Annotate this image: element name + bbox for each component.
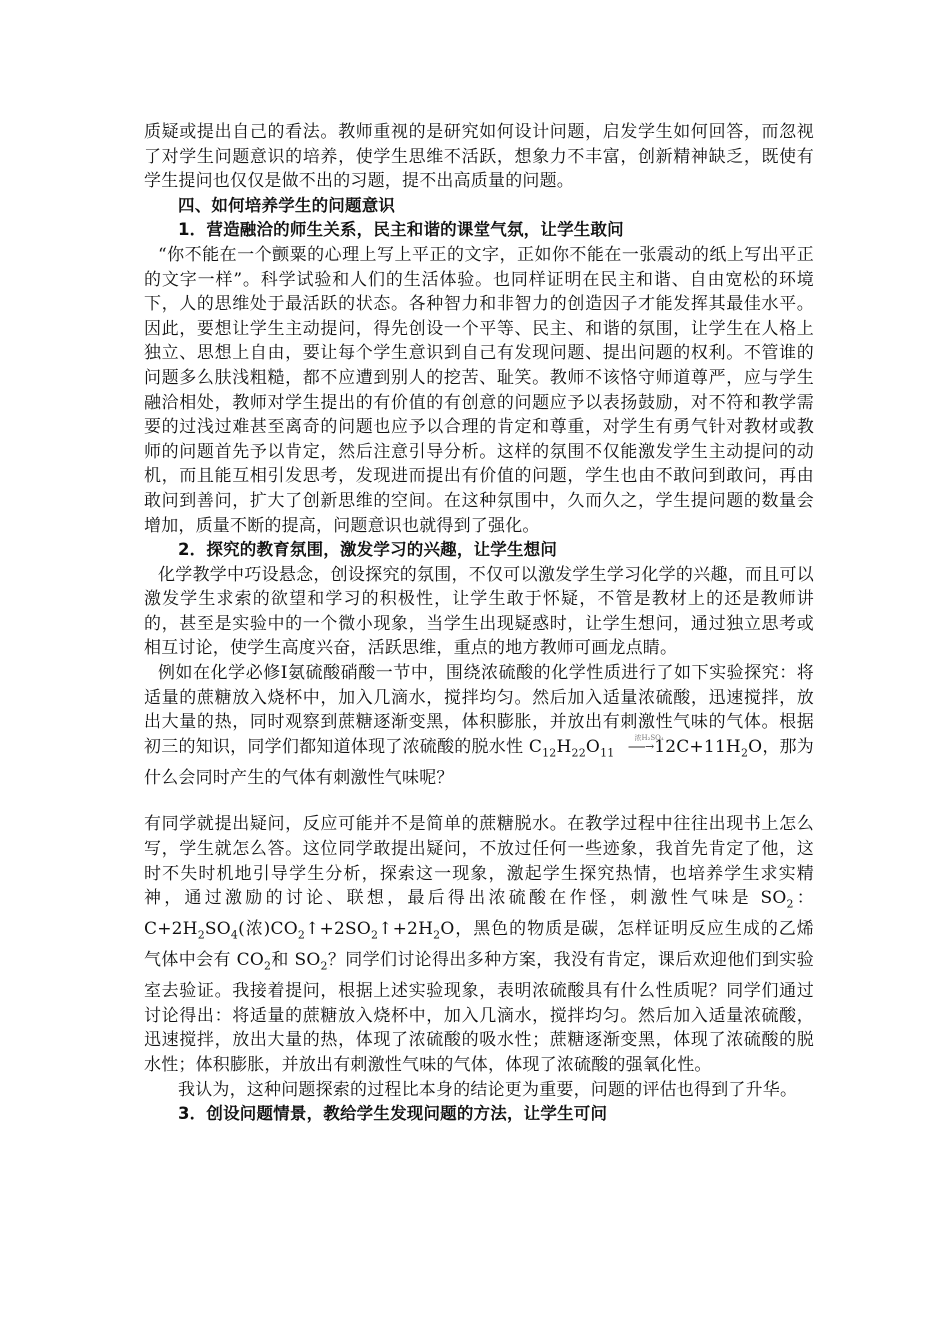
document-body [144, 120, 814, 1127]
reaction-condition: 浓H₂SO₄ [634, 734, 664, 743]
paragraph-text: O，那为什么会同时产生的气体有刺激性气味呢？ [144, 736, 814, 788]
reaction-arrow: 浓H₂SO₄ ⎯⎯⎯→ [614, 735, 654, 760]
paragraph-text: 和 SO [271, 950, 321, 971]
formula-text: ：C+2H [144, 888, 814, 940]
subsection-heading-1: 1．营造融洽的师生关系，民主和谐的课堂气氛，让学生敢问 [178, 220, 624, 240]
subsection-heading-3: 3．创设问题情景，教给学生发现问题的方法，让学生可问 [178, 1104, 608, 1124]
formula-text: (浓) [238, 919, 271, 940]
formula-text: ↑+2SO [305, 919, 371, 940]
formula-text: CO [270, 919, 298, 940]
paragraph-with-formula: 有同学就提出疑问，反应可能并不是简单的蔗糖脱水。在教学过程中往往出现书上怎么写，学生就怎么答。这位同学敢提出疑问，不放过任何一些迹象，我首先肯定了他，这时不失时机地引导学生分析，探索这一现象，激起学生探究热情，也培养学生求实精神，通过激励的讨论、联想，最后得出浓硫酸在作怪，刺激性气味是 $SO_2$：$C+2H_2SO_4$(浓)$CO_2↑+2SO_2↑+2H_2O$，黑色的物质是碳，怎样证明反应生成的乙烯气体中会有 $CO_2$和 $SO_2$？同学们讨论得出多种方案，我没有肯定，课后欢迎他们到实验室去验证。我接着提问，根据上述实验现象，表明浓硫酸具有什么性质呢？同学们通过讨论得出：将适量的蔗糖放入烧杯中，加入几滴水，搅拌均匀。然后加入适量浓硫酸，迅速搅拌，放出大量的热，体现了浓硫酸的吸水性；蔗糖逐渐变黑，体现了浓硫酸的脱水性；体积膨胀，并放出有刺激性气味的气体，体现了浓硫酸的强氧化性。 [144, 814, 814, 1075]
subsection-heading-2: 2．探究的教育氛围，激发学习的兴趣，让学生想问 [178, 540, 558, 560]
formula-sucrose: $C_{12}H_{22}O_{11}$ [528, 736, 615, 760]
subscript: 2 [740, 746, 749, 760]
paragraph: “你不能在一个颤粟的心理上写上平正的文字，正如你不能在一张震动的纸上写出平正的文字一样”。科学试验和人们的生活体验。也同样证明在民主和谐、自由宽松的环境下，人的思维处于最活跃的状态。各种智力和非智力的创造因子才能发挥其最佳水平。因此，要想让学生主动提问，得先创设一个平等、民主、和谐的氛围，让学生在人格上独立、思想上自由，要让每个学生意识到自己有发现问题、提出问题的权利。不管谁的问题多么肤浅粗糙，都不应遭到别人的挖苦、耻笑。教师不该恪守师道尊严，应与学生融洽相处，教师对学生提出的有价值的有创意的问题应予以表扬鼓励，对不符和教学需要的过浅过难甚至离奇的问题也应予以合理的肯定和尊重，对学生有勇气针对教材或教师的问题首先予以肯定，然后注意引导分析。这样的氛围不仅能激发学生主动提问的动机，而且能互相引发思考，发现进而提出有价值的问题，学生也由不敢问到敢问，再由敢问到善问，扩大了创新思维的空间。在这种氛围中，久而久之，学生提问题的数量会增加，质量不断的提高，问题意识也就得到了强化。 [144, 244, 814, 536]
formula-products: 12C+11H [654, 736, 741, 757]
paragraph-text: 例如在化学必修Ⅰ氨硫酸硝酸一节中，围绕浓硫酸的化学性质进行了如下实验探究：将适量的蔗糖放入烧杯中，加入几滴水，搅拌均匀。然后加入适量浓硫酸，迅速搅拌，放出大量的热，同时观察到蔗糖逐渐变黑，体积膨胀，并放出有刺激性气味的气体。根据初三的知识，同学们都知道体现了浓硫酸的脱水性 [144, 663, 814, 757]
formula-text: ↑+2H [378, 919, 434, 940]
paragraph: 质疑或提出自己的看法。教师重视的是研究如何设计问题，启发学生如何回答，而忽视了对学生问题意识的培养，使学生思维不活跃，想象力不丰富，创新精神缺乏，既使有学生提问也仅仅是做不出的习题，提不出高质量的问题。 [144, 122, 814, 192]
paragraph-with-equation [144, 661, 814, 790]
paragraph: 化学教学中巧设悬念，创设探究的氛围，不仅可以激发学生学习化学的兴趣，而且可以激发学生求索的欲望和学习的积极性，让学生敢于怀疑，不管是教材上的还是教师讲的，甚至是实验中的一个微小现象，当学生出现疑惑时，让学生想问，通过独立思考或相互讨论，使学生高度兴奋，活跃思维，重点的地方教师可画龙点睛。 [144, 564, 814, 659]
paragraph-text: O，黑色的物质是碳，怎样证明反应生成的乙烯气体中会有 CO [144, 919, 814, 971]
section-heading: 四、如何培养学生的问题意识 [178, 195, 396, 215]
paragraph-text: 有同学就提出疑问，反应可能并不是简单的蔗糖脱水。在教学过程中往往出现书上怎么写，学生就怎么答。这位同学敢提出疑问，不放过任何一些迹象，我首先肯定了他，这时不失时机地引导学生分析，探索这一现象，激起学生探究热情，也培养学生求实精神，通过激励的讨论、联想，最后得出浓硫酸在作怪，刺激性气味是 SO [144, 814, 814, 909]
formula-text: SO [204, 919, 231, 940]
paragraph: 我认为，这种问题探索的过程比本身的结论更为重要，问题的评估也得到了升华。 [178, 1079, 798, 1100]
paragraph-text: ？同学们讨论得出多种方案，我没有肯定，课后欢迎他们到实验室去验证。我接着提问，根据上述实验现象，表明浓硫酸具有什么性质呢？同学们通过讨论得出：将适量的蔗糖放入烧杯中，加入几滴水，搅拌均匀。然后加入适量浓硫酸，迅速搅拌，放出大量的热，体现了浓硫酸的吸水性；蔗糖逐渐变黑，体现了浓硫酸的脱水性；体积膨胀，并放出有刺激性气味的气体，体现了浓硫酸的强氧化性。 [144, 950, 814, 1075]
